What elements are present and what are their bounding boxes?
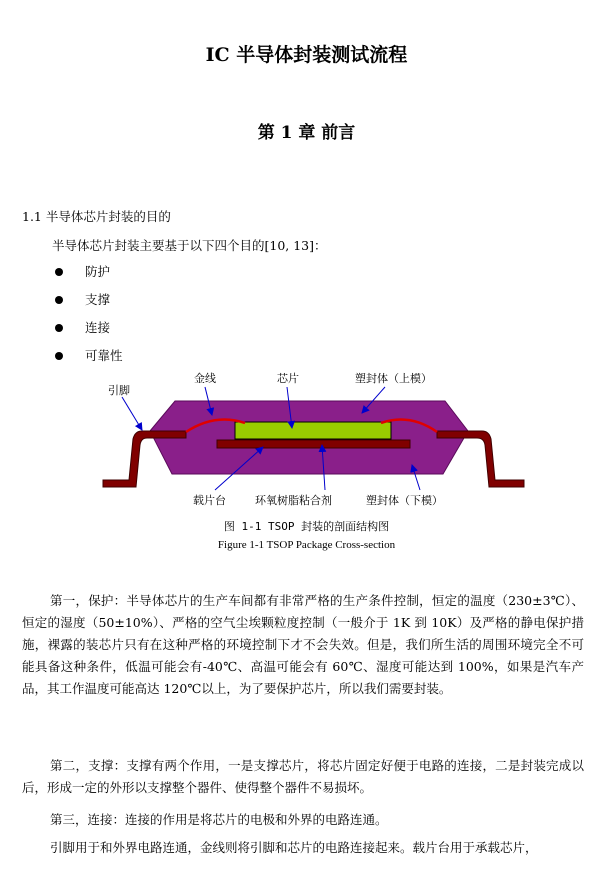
figure-caption-en: Figure 1-1 TSOP Package Cross-section [217,539,396,551]
arrow-lead [122,397,142,430]
figure-caption-cn: 图 1-1 TSOP 封装的剖面结构图 [223,520,390,533]
label-mold-top: 塑封体（上模） [355,372,432,385]
bullet-item [55,318,110,336]
paragraph-leads: 引脚用于和外界电路连通，金线则将引脚和芯片的电路连接起来。载片台用于承载芯片， [50,840,538,855]
bullet-dot-icon [55,268,63,276]
bullet-item [55,290,110,308]
label-lead: 引脚 [108,384,130,397]
bullet-dot-icon [55,352,63,360]
intro-text: 半导体芯片封装主要基于以下四个目的[10, 13]： [52,238,327,253]
section-title: 半导体芯片封装的目的 [45,209,171,224]
tsop-cross-section-figure [0,365,613,515]
label-chip: 芯片 [277,372,299,385]
section-number: 1.1 [22,209,42,224]
paragraph-protection: 第一，保护：半导体芯片的生产车间都有非常严格的生产条件控制，恒定的温度（230±3℃）、恒定的湿度（50±10%）、严格的空气尘埃颗粒度控制（一般介于 1K 到 10K）及严格的静电保护措施，裸露的装芯片只有在这种严格的环境控制下才不会失效。但是，我们所生活的周围环境完全不可能具备这种条件，低温可能会有-40℃、高温可能会有 60℃、湿度可能达到 100%，如果是汽车产品，其工作温度可能高达 120℃以上，为了要保护芯片，所以我们需要封装。 [22,593,584,696]
bullet-dot-icon [55,324,63,332]
label-mold-bottom: 塑封体（下模） [366,494,443,507]
chip [235,422,391,439]
bullet-label: 可靠性 [85,348,123,363]
document-title: IC 半导体封装测试流程 [205,44,408,66]
bullet-label: 连接 [85,320,111,335]
label-gold-wire: 金线 [194,372,216,385]
chapter-heading: 第 1 章 前言 [257,123,356,143]
label-die-pad: 载片台 [193,494,226,507]
bullet-item [55,346,123,364]
paragraph-connection: 第三，连接：连接的作用是将芯片的电极和外界的电路连通。 [50,812,388,827]
bullet-label: 支撑 [85,292,111,307]
section-heading [22,207,171,225]
bullet-dot-icon [55,296,63,304]
paragraph-support: 第二，支撑：支撑有两个作用，一是支撑芯片，将芯片固定好便于电路的连接，二是封装完成以后，形成一定的外形以支撑整个器件、使得整个器件不易损坏。 [22,758,584,795]
bullet-label: 防护 [85,264,111,279]
label-epoxy: 环氧树脂粘合剂 [255,494,332,507]
die-pad [217,440,410,448]
bullet-item [55,262,110,280]
